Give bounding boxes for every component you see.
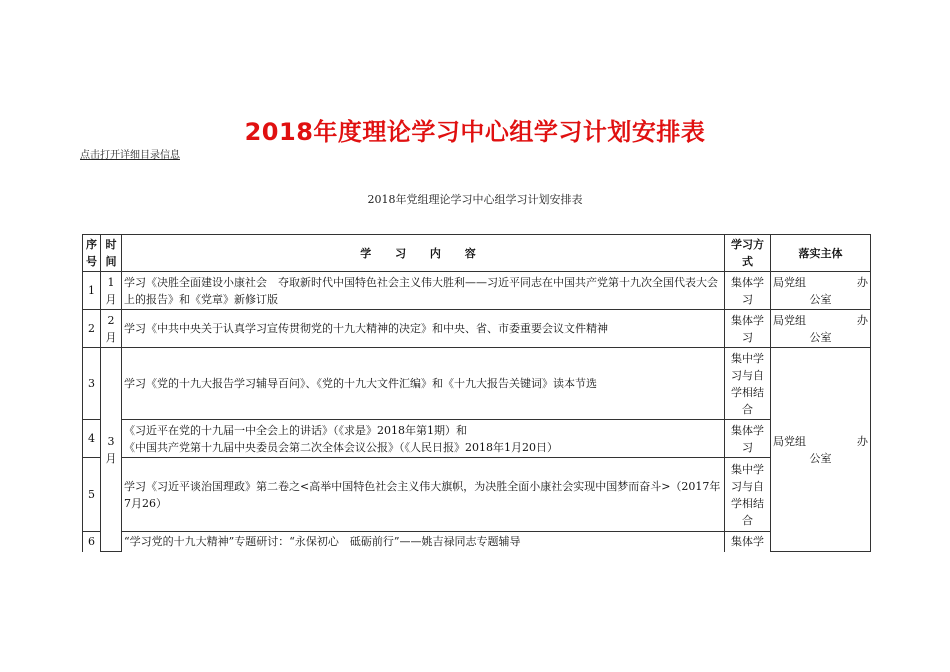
row-num: 3 (83, 348, 101, 420)
row-num: 2 (83, 310, 101, 348)
row-time: 3月 (101, 348, 122, 552)
subject-part: 公室 (809, 451, 832, 465)
row-subject (771, 310, 871, 348)
row-content: 学习《中共中央关于认真学习宣传贯彻党的十九大精神的决定》和中央、省、市委重要会议文件精神 (122, 310, 725, 348)
table-row (83, 420, 871, 458)
subject-part: 办 (857, 434, 868, 448)
row-subject (771, 348, 871, 552)
row-content: 学习《习近平谈治国理政》第二卷之<高举中国特色社会主义伟大旗帜，为决胜全面小康社会实现中国梦而奋斗>（2017年7月26） (122, 458, 725, 532)
table-header-row (83, 235, 871, 272)
table-row (83, 532, 871, 552)
header-method: 学习方式 (725, 235, 771, 272)
row-time: 1月 (101, 272, 122, 310)
row-method: 集中学习与自学相结合 (725, 348, 771, 420)
subject-part: 局党组 (773, 434, 806, 448)
row-method: 集体学习 (725, 272, 771, 310)
row-num: 4 (83, 420, 101, 458)
header-num: 序号 (83, 235, 101, 272)
row-content (122, 420, 725, 458)
table-row (83, 310, 871, 348)
row-method: 集体学习 (725, 420, 771, 458)
row-time: 2月 (101, 310, 122, 348)
header-subject: 落实主体 (771, 235, 871, 272)
subject-part: 局党组 (773, 313, 806, 327)
header-time: 时间 (101, 235, 122, 272)
subject-part: 办 (857, 275, 868, 289)
detail-catalog-link[interactable]: 点击打开详细目录信息 (80, 150, 180, 161)
study-plan-table (82, 234, 871, 552)
table-subtitle: 2018年党组理论学习中心组学习计划安排表 (367, 193, 583, 206)
table-row (83, 458, 871, 532)
header-content: 学 习 内 容 (122, 235, 725, 272)
row-method: 集体学 (725, 532, 771, 552)
subject-part: 公室 (809, 330, 832, 344)
row-num: 5 (83, 458, 101, 532)
subject-part: 公室 (809, 292, 832, 306)
table-row (83, 348, 871, 420)
row-content: 学习《党的十九大报告学习辅导百问》、《党的十九大文件汇编》和《十九大报告关键词》读本节选 (122, 348, 725, 420)
row-content: “学习党的十九大精神”专题研讨：“永保初心 砥砺前行”——姚吉禄同志专题辅导 (122, 532, 725, 552)
row-content: 学习《决胜全面建设小康社会 夺取新时代中国特色社会主义伟大胜利——习近平同志在中国共产党第十九次全国代表大会上的报告》和《党章》新修订版 (122, 272, 725, 310)
content-line: 《习近平在党的十九届一中全会上的讲话》（《求是》2018年第1期）和 (124, 423, 467, 437)
row-num: 1 (83, 272, 101, 310)
row-method: 集中学习与自学相结合 (725, 458, 771, 532)
table-row (83, 272, 871, 310)
row-num: 6 (83, 532, 101, 552)
subject-part: 办 (857, 313, 868, 327)
subject-part: 局党组 (773, 275, 806, 289)
document-title: 2018年度理论学习中心组学习计划安排表 (244, 118, 706, 146)
row-subject (771, 272, 871, 310)
row-method: 集体学习 (725, 310, 771, 348)
content-line: 《中国共产党第十九届中央委员会第二次全体会议公报》（《人民日报》2018年1月20日） (124, 440, 558, 454)
